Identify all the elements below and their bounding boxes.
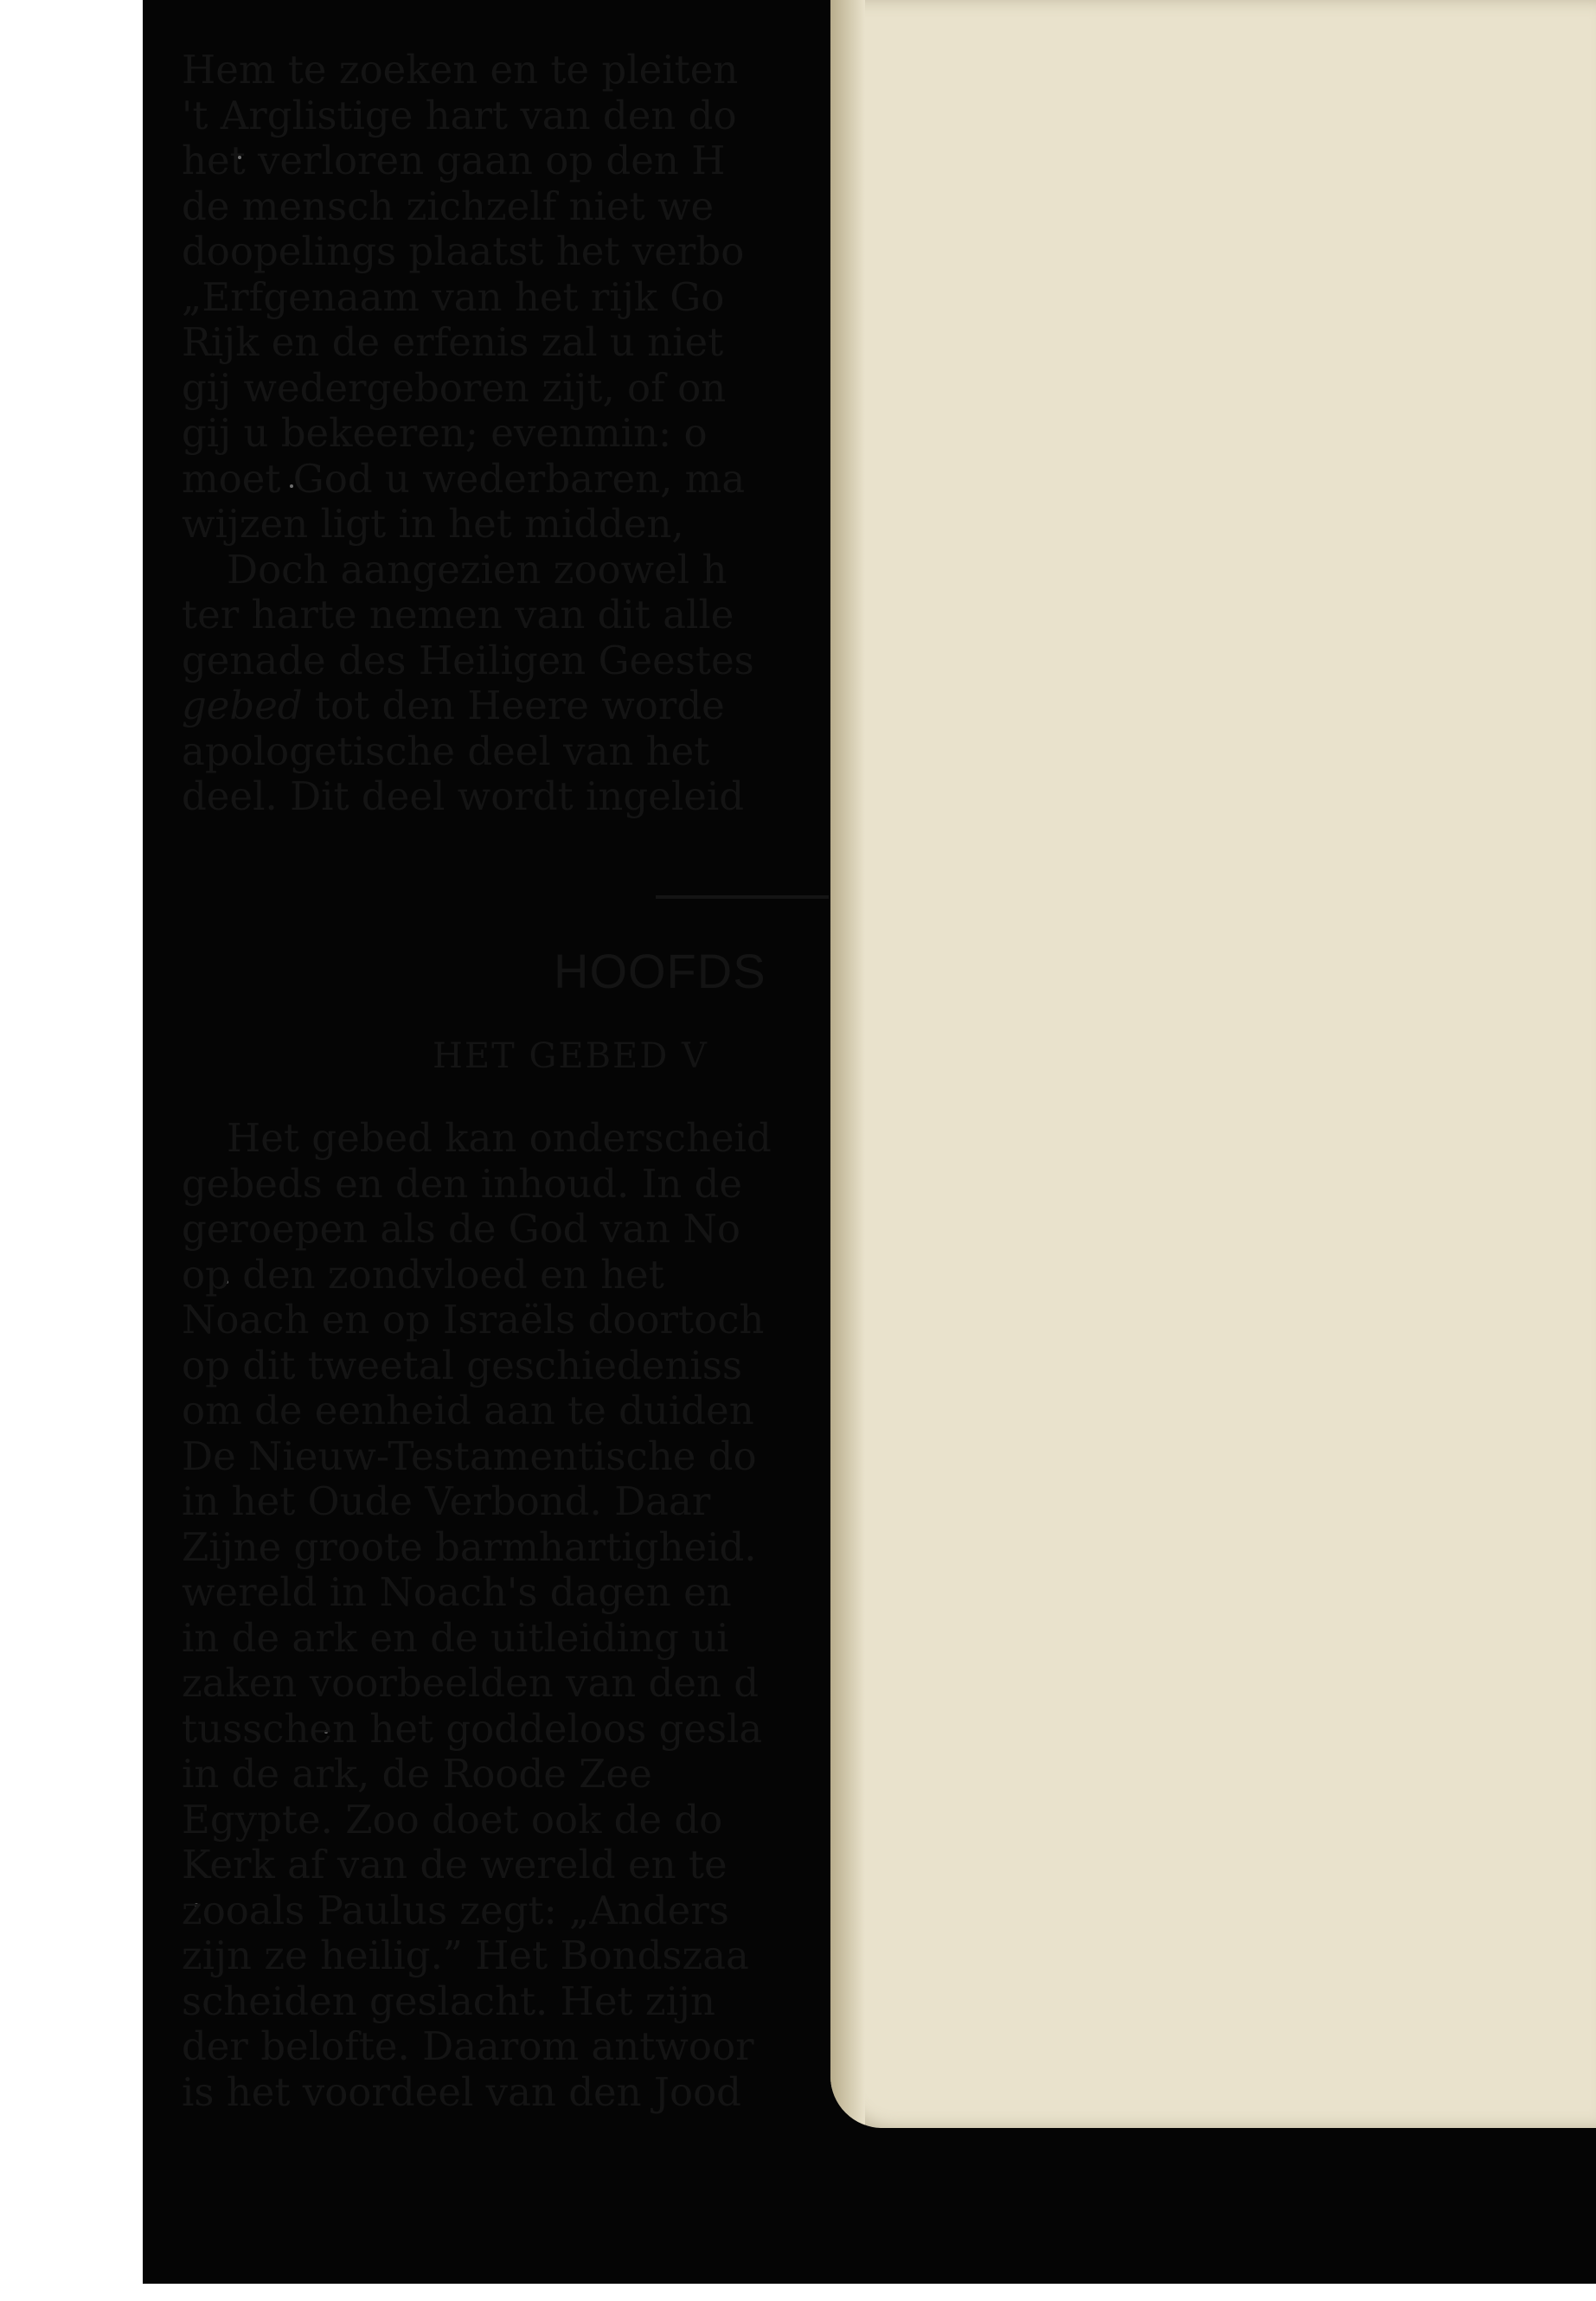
line-text: om de eenheid aan te duiden [182,1388,754,1433]
text-line [182,1207,960,1253]
text-line [182,638,960,684]
text-line [182,1661,960,1707]
text-line [182,48,960,93]
line-text: wijzen ligt in het midden, [182,501,684,547]
text-line [182,1798,960,1843]
line-text: wereld in Noach's dagen en [182,1569,732,1615]
text-line [182,1298,960,1343]
line-text: „Erfgenaam van het rijk Go [182,273,725,320]
text-line [182,1525,960,1571]
text-line [182,229,960,275]
text-line [182,1933,960,1979]
text-line [182,593,960,638]
line-text: ter harte nemen van dit alle [182,592,734,638]
line-text: Egypte. Zoo doet ook de do [182,1796,723,1843]
text-line [182,1116,960,1162]
line-text: tusschen het goddeloos gesla [182,1705,763,1752]
chapter-heading: HOOFDS [554,944,766,998]
line-text: Kerk af van de wereld en te [182,1842,727,1888]
line-text: De Nieuw-Testamentische do [182,1433,757,1479]
line-text: op dit tweetal geschiedeniss [182,1342,742,1388]
line-text: doopelings plaatst het verbo [182,228,745,274]
text-line [182,1979,960,2025]
text-line [182,1253,960,1298]
body-text-chapter [182,1116,960,2115]
text-line [182,548,960,593]
line-text: gij wedergeboren zijt, of on [182,364,727,411]
text-line [182,184,960,230]
line-text: Hem te zoeken en te pleiten [182,47,739,93]
line-text: zooals Paulus zegt: „Anders [182,1887,729,1933]
line-text: zijn ze heilig.” Het Bondszaa [182,1932,749,1978]
text-line [182,774,960,820]
text-line [182,138,960,184]
line-text: scheiden geslacht. Het zijn [182,1977,715,2024]
line-text: het verloren gaan op den H [182,138,726,183]
line-text: 't Arglistige hart van den do [182,92,737,138]
line-text: gij u bekeeren; evenmin: o [182,410,708,456]
line-text: deel. Dit deel wordt ingeleid [182,773,745,819]
text-line [182,1843,960,1888]
text-line [182,1752,960,1798]
line-text: genade des Heiligen Geestes [182,637,754,683]
text-line [182,2024,960,2070]
line-text: Rijk en de erfenis zal u niet [182,319,724,365]
text-line [182,1570,960,1616]
text-line [182,1888,960,1934]
text-line [182,1388,960,1434]
text-line [182,366,960,412]
emphasized-word: gebed [182,683,303,728]
line-text: Zijne groote barmhartigheid. [182,1523,757,1570]
line-text: in de ark, de Roode Zee [182,1751,652,1797]
line-text: moet God u wederbaren, ma [182,455,746,502]
line-text: apologetische deel van het [182,727,710,774]
line-text: de mensch zichzelf niet we [182,183,715,229]
text-line [182,93,960,139]
text-line [182,1707,960,1753]
line-text: in de ark en de uitleiding ui [182,1614,729,1661]
text-line [182,502,960,548]
text-line [182,2070,960,2116]
text-line [182,1343,960,1389]
text-line [182,1479,960,1525]
text-line [182,1162,960,1208]
text-line [182,1434,960,1480]
chapter-subheading: HET GEBED V [433,1036,708,1076]
line-text: gebeds en den inhoud. In de [182,1160,743,1207]
line-text: tot den Heere worde [302,683,725,728]
text-line [182,275,960,321]
line-text: op den zondvloed en het [182,1251,664,1298]
body-text-before-chapter [182,48,960,820]
line-text: Het gebed kan onderscheid [227,1115,772,1161]
text-line [182,683,960,729]
line-text: der belofte. Daarom antwoor [182,2023,754,2069]
text-line [182,457,960,503]
line-text: zaken voorbeelden van den d [182,1660,760,1706]
line-text: in het Oude Verbond. Daar [182,1478,711,1524]
line-text: geroepen als de God van No [182,1206,740,1252]
text-line [182,1616,960,1662]
line-text: Doch aangezien zoowel h [227,546,727,593]
text-line [182,729,960,775]
text-line [182,411,960,457]
line-text: is het voordeel van den Jood [182,2068,741,2115]
line-text: Noach en op Israëls doortoch [182,1297,765,1343]
text-line [182,320,960,366]
chapter-divider-rule [656,895,829,899]
